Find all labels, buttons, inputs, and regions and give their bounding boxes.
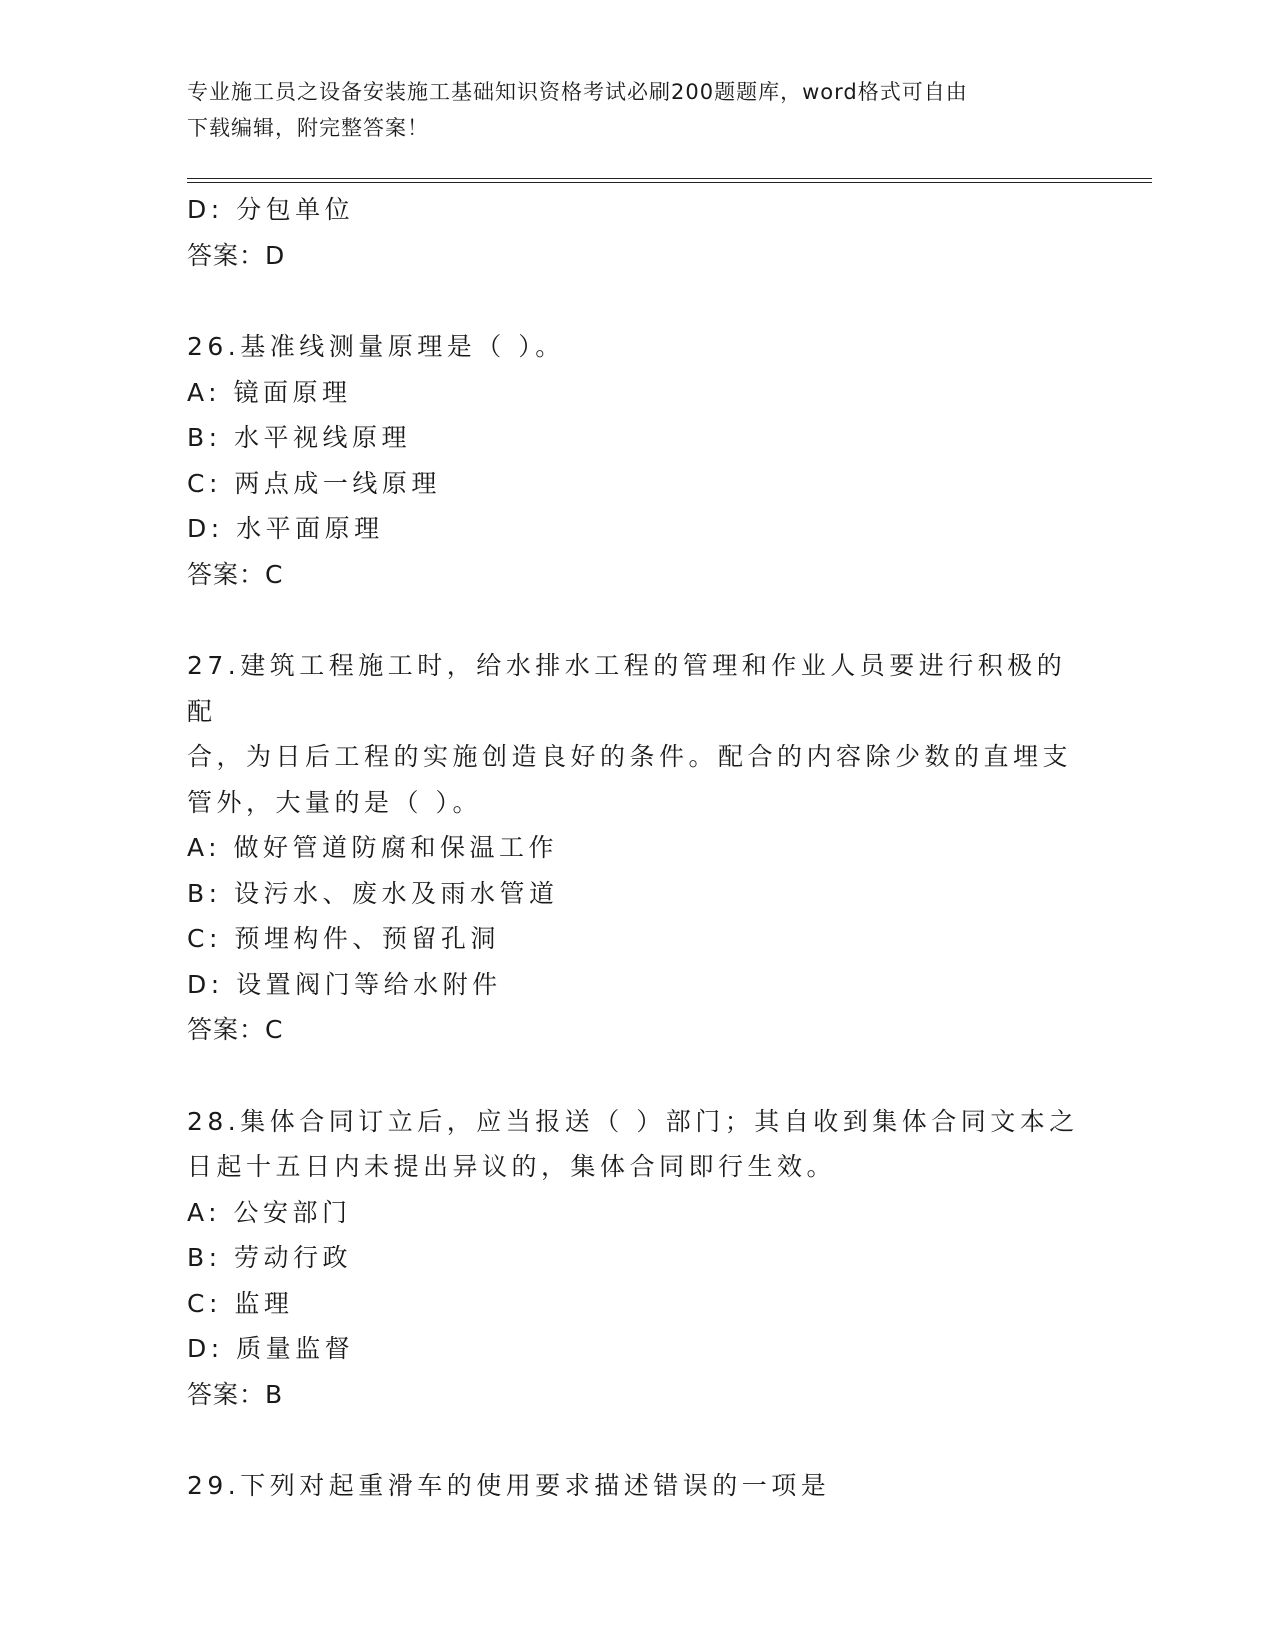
spacer [187, 1053, 1087, 1099]
option-c: C: 监理 [187, 1288, 294, 1318]
header-divider-bottom [187, 182, 1152, 183]
question-26 [187, 324, 1087, 597]
header-divider-top [187, 178, 1152, 179]
option-b: B: 劳动行政 [187, 1243, 353, 1272]
option-c: C: 两点成一线原理 [187, 468, 441, 498]
question-29 [187, 1463, 1087, 1509]
document-header [187, 74, 1087, 146]
option-b: B: 设污水、废水及雨水管道 [187, 878, 559, 908]
question-stem: 29.下列对起重滑车的使用要求描述错误的一项是 [187, 1471, 831, 1500]
option-a: A: 镜面原理 [187, 377, 352, 407]
spacer [187, 278, 1087, 324]
question-stem-line-3: 管外，大量的是（ ）。 [187, 787, 482, 817]
prev-option-d: D: 分包单位 [187, 195, 355, 224]
question-stem-line-1: 27.建筑工程施工时，给水排水工程的管理和作业人员要进行积极的配 [187, 651, 1067, 726]
option-a: A: 公安部门 [187, 1197, 352, 1227]
spacer [187, 1417, 1087, 1463]
question-stem-line-1: 28.集体合同订立后，应当报送（ ）部门；其自收到集体合同文本之 [187, 1106, 1079, 1136]
prev-answer: 答案：D [187, 240, 286, 270]
question-stem: 26.基准线测量原理是（ ）。 [187, 332, 565, 361]
question-28 [187, 1099, 1087, 1418]
option-d: D: 水平面原理 [187, 514, 384, 543]
question-stem-line-2: 日起十五日内未提出异议的，集体合同即行生效。 [187, 1152, 837, 1181]
question-27 [187, 643, 1087, 1053]
option-d: D: 设置阀门等给水附件 [187, 969, 502, 999]
option-a: A: 做好管道防腐和保温工作 [187, 833, 559, 862]
option-c: C: 预埋构件、预留孔洞 [187, 924, 500, 953]
header-line-1: 专业施工员之设备安装施工基础知识资格考试必刷200题题库，word格式可自由 [187, 80, 968, 104]
option-d: D: 质量监督 [187, 1334, 355, 1363]
option-b: B: 水平视线原理 [187, 423, 412, 452]
question-stem-line-2: 合，为日后工程的实施创造良好的条件。配合的内容除少数的直埋支 [187, 742, 1073, 771]
answer: 答案：B [187, 1379, 284, 1409]
document-body [187, 187, 1087, 1509]
answer: 答案：C [187, 559, 284, 589]
header-line-2: 下载编辑，附完整答案！ [187, 116, 429, 140]
spacer [187, 597, 1087, 643]
answer: 答案：C [187, 1015, 284, 1044]
